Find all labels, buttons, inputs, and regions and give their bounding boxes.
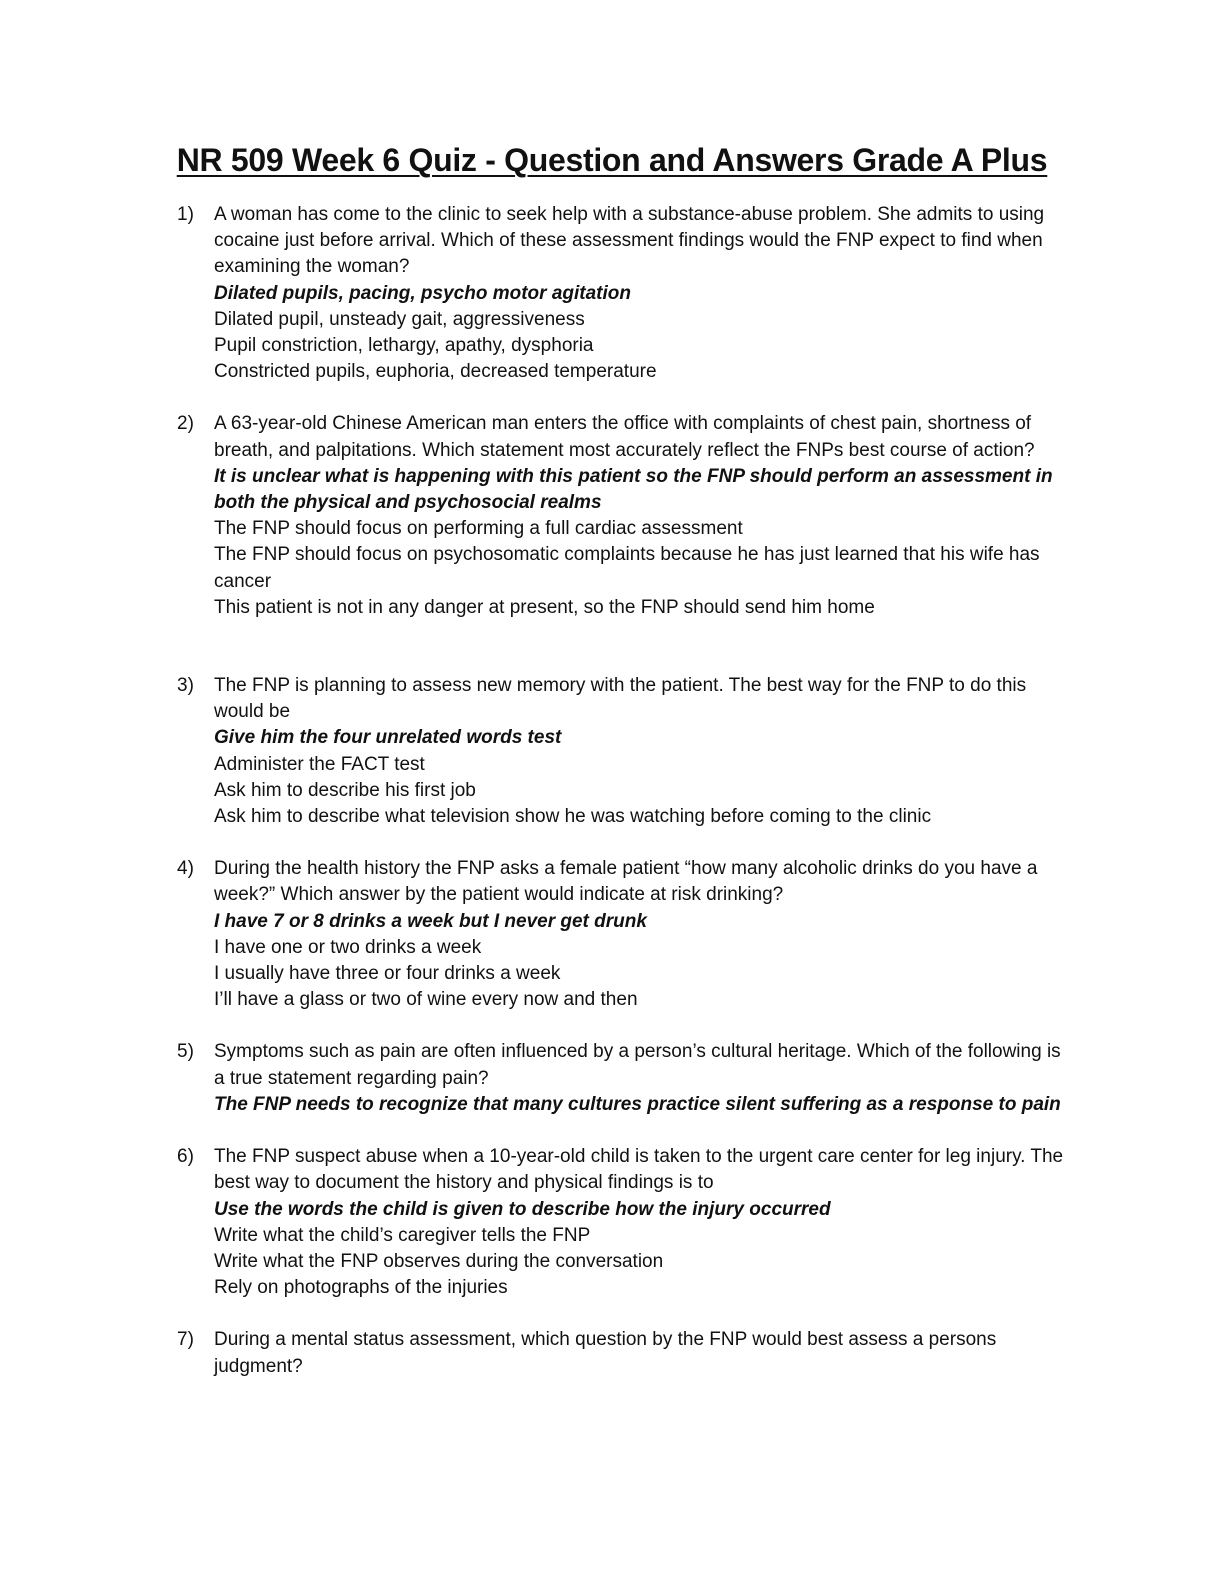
- answer-option: Ask him to describe what television show he was watching before coming to the clinic: [214, 806, 932, 828]
- question-body: [214, 673, 1074, 830]
- question-number: 3): [177, 675, 194, 697]
- question-item: [0, 1327, 1224, 1379]
- question-text: The FNP is planning to assess new memory with the patient. The best way for the FNP to do this would be: [214, 675, 1027, 723]
- answer-option: Administer the FACT test: [214, 753, 425, 775]
- page-title: NR 509 Week 6 Quiz - Question and Answers Grade A Plus: [176, 142, 1048, 178]
- correct-answer: The FNP needs to recognize that many cultures practice silent suffering as a response to pain: [214, 1093, 1061, 1115]
- question-text: During a mental status assessment, which question by the FNP would best assess a persons judgment?: [214, 1329, 997, 1377]
- question-text: The FNP suspect abuse when a 10-year-old child is taken to the urgent care center for leg injury. The best way to document the history and physical findings is to: [214, 1146, 1064, 1194]
- answer-option: I’ll have a glass or two of wine every now and then: [214, 989, 638, 1011]
- question-item: [0, 1039, 1224, 1118]
- correct-answer: Give him the four unrelated words test: [214, 727, 562, 749]
- question-text: Symptoms such as pain are often influenced by a person’s cultural heritage. Which of the following is a true statement regarding pain?: [214, 1041, 1061, 1089]
- question-item: [0, 673, 1224, 830]
- question-body: [214, 411, 1074, 621]
- correct-answer: Dilated pupils, pacing, psycho motor agitation: [214, 282, 631, 304]
- question-number: 7): [177, 1329, 194, 1351]
- question-body: [214, 202, 1074, 385]
- question-item: [0, 856, 1224, 1013]
- answer-option: Pupil constriction, lethargy, apathy, dysphoria: [214, 335, 594, 357]
- question-number: 4): [177, 858, 194, 880]
- question-text: During the health history the FNP asks a female patient “how many alcoholic drinks do you have a week?” Which answer by the patient would indicate at risk drinking?: [214, 858, 1038, 906]
- question-number: 6): [177, 1146, 194, 1168]
- correct-answer: Use the words the child is given to describe how the injury occurred: [214, 1198, 831, 1220]
- question-body: [214, 1327, 1074, 1379]
- answer-option: Constricted pupils, euphoria, decreased temperature: [214, 361, 657, 383]
- question-item: [0, 411, 1224, 621]
- question-text: A woman has come to the clinic to seek help with a substance-abuse problem. She admits to using cocaine just before arrival. Which of these assessment findings would the FNP expect to find when examining the woman?: [214, 204, 1045, 278]
- question-number: 1): [177, 204, 194, 225]
- answer-option: This patient is not in any danger at present, so the FNP should send him home: [214, 596, 875, 618]
- question-body: [214, 856, 1074, 1013]
- question-number: 5): [177, 1041, 194, 1063]
- correct-answer: I have 7 or 8 drinks a week but I never get drunk: [214, 910, 647, 932]
- answer-option: The FNP should focus on psychosomatic complaints because he has just learned that his wife has cancer: [214, 544, 1040, 592]
- answer-option: Ask him to describe his first job: [214, 779, 476, 801]
- answer-option: I usually have three or four drinks a week: [214, 963, 561, 985]
- answer-option: The FNP should focus on performing a full cardiac assessment: [214, 518, 743, 540]
- question-list: [0, 202, 1224, 1380]
- question-body: [214, 1144, 1074, 1301]
- answer-option: Write what the child’s caregiver tells the FNP: [214, 1224, 591, 1246]
- answer-option: I have one or two drinks a week: [214, 936, 482, 958]
- question-item: [0, 202, 1224, 385]
- answer-option: Rely on photographs of the injuries: [214, 1277, 508, 1299]
- answer-option: Dilated pupil, unsteady gait, aggressiveness: [214, 308, 585, 330]
- answer-option: Write what the FNP observes during the conversation: [214, 1250, 664, 1272]
- question-number: 2): [177, 413, 194, 435]
- correct-answer: It is unclear what is happening with this patient so the FNP should perform an assessment in both the physical and psychosocial realms: [214, 465, 1053, 514]
- question-body: [214, 1039, 1074, 1118]
- question-text: A 63-year-old Chinese American man enters the office with complaints of chest pain, shortness of breath, and palpitations. Which statement most accurately reflect the FNPs best course of action?: [214, 413, 1035, 461]
- question-item: [0, 1144, 1224, 1301]
